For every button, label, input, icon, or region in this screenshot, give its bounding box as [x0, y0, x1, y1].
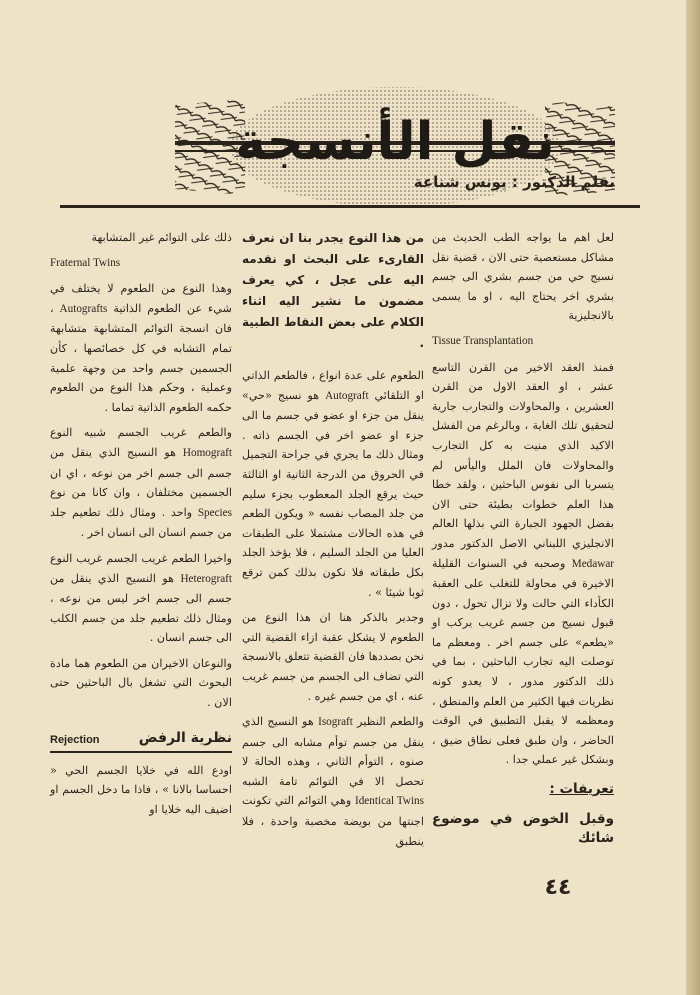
paragraph: والنوعان الاخيران من الطعوم هما مادة البحوث التي تشغل بال الباحثين حتى الان . — [50, 656, 232, 710]
latin-term: Medawar — [571, 557, 615, 570]
paragraph — [50, 279, 232, 417]
text: والطعم غريب الجسم شبيه النوع — [50, 426, 232, 440]
latin-term: Tissue Transplantation — [432, 334, 534, 347]
text: والطعم النظير — [357, 715, 424, 729]
text: هو النسيج الذي ينقل من جسم الى جسم اخر ليس من نوعه ، ومثال ذلك تطعيم جلد من جسم الكلب الى جسم انسان . — [50, 571, 232, 645]
paragraph — [242, 712, 424, 851]
section-heading-definitions: تعريفات : — [549, 781, 614, 798]
paragraph: وجدير بالذكر هنا ان هذا النوع من الطعوم لا يشكل عقبة ازاء القضية التي نحن بصددها فان القضية تتعلق بالانسجة التي تضاف الى الجسم من جسم غريب عنه ، اي من جسم غيره . — [242, 611, 424, 703]
header-rule — [60, 205, 640, 208]
text: هو نسيج «حي» ينقل من جزء او عضو في جسم ما الى جزء او عضو اخر في الجسم ذاته . ومثال ذلك ما يجري في جراحة التجميل في الحروق من الدرجة الثانية او الثالثة حيث يرقع الجلد المعطوب بجزء سليم من جلد المصاب نفسه « ويكون الطعم في هذه الحالات مشتملا على الطبقات العليا من الجلد السليم ، فلا يؤخذ الجلد بكل طبقاته فلا نكون بذلك كمن ترقع ثوبا شيئا » . — [242, 388, 424, 599]
paragraph-bold: وقبل الخوض في موضوع شائك — [432, 810, 614, 847]
latin-term: Autograft — [325, 389, 369, 402]
text: واحد . ومثال ذلك تطعيم جلد من جسم انسان الى انسان اخر . — [50, 505, 232, 540]
page-title: نقل الأنسجة — [235, 112, 555, 172]
paragraph: اودع الله في خلايا الجسم الحي « احساسا بالانا » ، فاذا ما دخل الجسم او اضيف اليه خلايا او — [50, 763, 232, 816]
column-right — [432, 228, 614, 857]
latin-term: Isograft — [318, 716, 353, 729]
latin-term: Identical Twins — [354, 795, 424, 808]
text: الطعوم على عدة انواع ، فالطعم الذاتي او التلقائي — [242, 369, 425, 402]
author-byline: بقلم الدكتور : يونس شناعة — [413, 173, 615, 191]
paragraph — [50, 228, 232, 248]
column-left — [50, 228, 232, 825]
latin-term: Homograft — [182, 446, 233, 459]
text: ذلك على التوائم غير المتشابهة — [91, 231, 232, 244]
text: ، فان انسجة التوائم المتشابهة متشابهة تمام التشابه في كل خصائصها ، كأن الجسمين جسم واحد من وجهة علمية وعملية ، وحكم هذا النوع من الطعوم حكمه الطعوم الذاتية تماما . — [50, 301, 232, 414]
paragraph — [50, 423, 232, 543]
latin-term: Fraternal Twins — [50, 256, 121, 269]
section-heading-ar: نظرية الرفض — [138, 729, 232, 746]
latin-term: Species — [197, 506, 232, 519]
text: وهذا النوع من الطعوم لا يختلف في شيء عن الطعوم الذاتية — [50, 282, 232, 315]
title-banner — [175, 85, 615, 210]
text: هو النسيج الذي ينقل من جسم توأم مشابه الى جسم صنوه ، التوأم الثاني ، وهذه الحالة لا تحصل الا في التوائم تامة الشبه — [242, 715, 424, 788]
paragraph — [50, 549, 232, 648]
paragraph — [242, 366, 424, 602]
text: هو النسيج الذي ينقل من جسم الى جسم اخر من نوعه ، اي ان الجسمين مختلفان ، وان كانا من نوع — [50, 445, 232, 500]
text: لعل اهم ما يواجه الطب الحديث من مشاكل مستعصية حتى الان ، قضية نقل نسيج حي من جسم بشري الى جسم بشري اخر يحتاج اليه ، او ما يسمى بالانجليزية — [432, 231, 614, 323]
section-heading-rejection — [50, 729, 232, 751]
text: وصحبه في السنوات القليلة الاخيرة في محاولة للتغلب على العقبة الكأداء التي حالت ولا تزال تحول ، دون قبول نسيج من جسم غريب يركب او «يطعم» على جسم اخر . ومعظم ما توصلت اليه تجارب الباحثين ، بما في ذلك الدكتور مدور ، لا يعدو كونه نظريات فيها الكثير من العلم والمنطق ، ومعظمه لا يقبل التطبيق في الوقت الحاضر ، وان طبق فعلى نطاق ضيق ، وبشكل غير عملي جدا . — [432, 556, 614, 767]
text: واخيرا الطعم غريب الجسم غريب النوع — [50, 551, 232, 565]
lead-paragraph: من هذا النوع يجدر بنا ان نعرف القارىء على البحث او نقدمه اليه على عجل ، كي يعرف مضمون ما نشير اليه اثناء الكلام على بعض النقاط الطبية . — [242, 231, 424, 350]
latin-term: Heterograft — [180, 572, 232, 585]
page-number: ٤٤ — [544, 875, 572, 900]
page-edge — [686, 0, 700, 995]
paragraph — [432, 228, 614, 326]
text: فمنذ العقد الاخير من القرن التاسع عشر ، او العقد الاول من القرن العشرين ، والمحاولات والتجارب جارية لتحقيق تلك الغاية ، وبالرغم من الفشل الاكيد الذي منيت به كل التجارب والمحاولات فان الملل واليأس لم يتسربا الى نفوس الباحثين ، ولقد خطا هذا العلم خطوات بطيئة حتى الان بفضل الجهود الجبارة التي بذلها العالم الانجليزي اللبناني الاصل الدكتور مدور — [432, 360, 614, 550]
latin-term: Autografts — [59, 302, 108, 315]
text: وهي التوائم التي تكونت اجنتها من بويضة مخصبة واحدة ، فلا ينطبق — [242, 794, 424, 848]
column-middle — [242, 228, 424, 857]
heading-underline — [50, 751, 232, 753]
section-heading-en: Rejection — [50, 733, 100, 746]
paragraph — [432, 358, 614, 770]
